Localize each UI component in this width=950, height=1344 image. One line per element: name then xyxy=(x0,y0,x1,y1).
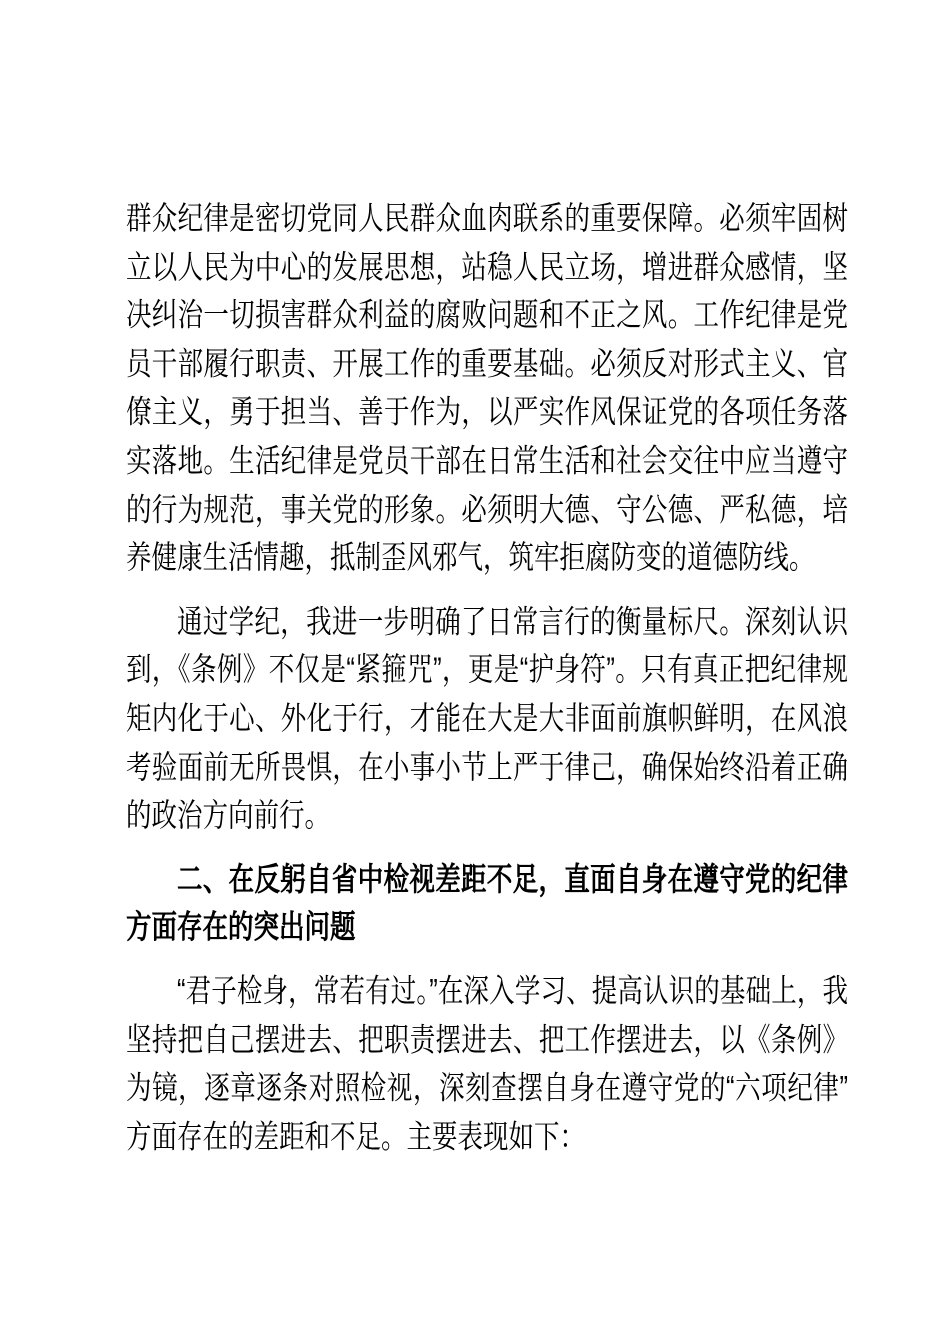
section-heading-two: 二、在反躬自省中检视差距不足，直面自身在遵守党的纪律方面存在的突出问题 xyxy=(126,861,848,946)
paragraph-learning-reflection: 通过学纪，我进一步明确了日常言行的衡量标尺。深刻认识到，《条例》不仅是“紧箍咒”，更是“护身符”。只有真正把纪律规矩内化于心、外化于行，才能在大是大非面前旗帜鲜明，在风浪考验面前无所畏惧，在小事小节上严于律己，确保始终沿着正确的政治方向前行。 xyxy=(126,604,848,834)
paragraph-self-examination-intro: “君子检身，常若有过。”在深入学习、提高认识的基础上，我坚持把自己摆进去、把职责摆进去、把工作摆进去，以《条例》为镜，逐章逐条对照检视，深刻查摆自身在遵守党的“六项纪律”方面存在的差距和不足。主要表现如下： xyxy=(126,973,848,1155)
document-content xyxy=(126,195,848,1177)
paragraph-disciplines-continued: 群众纪律是密切党同人民群众血肉联系的重要保障。必须牢固树立以人民为中心的发展思想，站稳人民立场，增进群众感情，坚决纠治一切损害群众利益的腐败问题和不正之风。工作纪律是党员干部履行职责、开展工作的重要基础。必须反对形式主义、官僚主义，勇于担当、善于作为，以严实作风保证党的各项任务落实落地。生活纪律是党员干部在日常生活和社会交往中应当遵守的行为规范，事关党的形象。必须明大德、守公德、严私德，培养健康生活情趣，抵制歪风邪气，筑牢拒腐防变的道德防线。 xyxy=(126,201,848,576)
